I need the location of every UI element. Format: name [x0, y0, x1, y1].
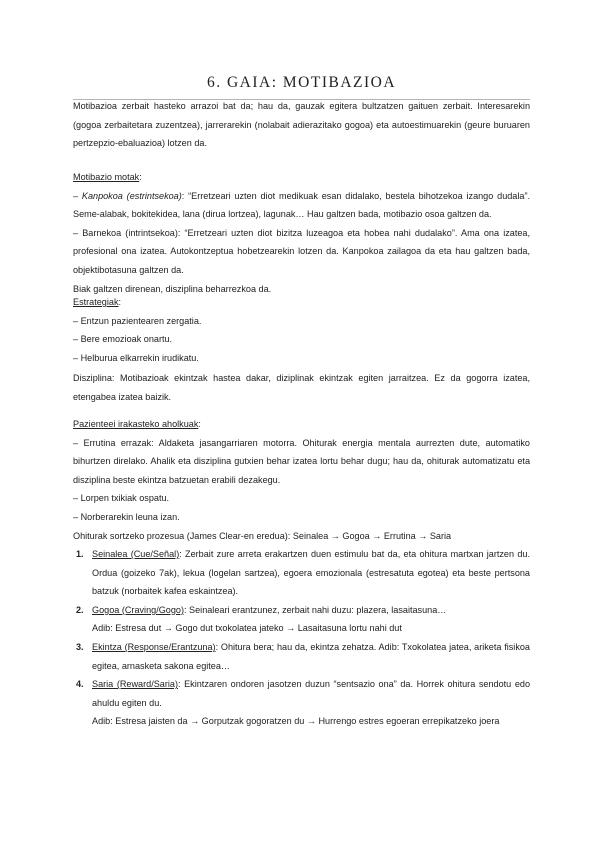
step-number: 1. [76, 549, 84, 559]
advice-item: – Norberarekin leuna izan. [73, 511, 180, 522]
advice-section [73, 415, 530, 527]
advice-routine-item: – Errutina errazak: Aldaketa jasangarriaren motorra. Ohiturak energia mentala aurrezten dute, automatiko bihurtzen direlako. Ahalik eta disziplina gutxien behar izatea lortu behar dugu; hau da, ohiturak automatizatu eta disziplina beste ekintza batzuetan erabili dezakegu. [73, 437, 530, 485]
advice-item: – Lorpen txikiak ospatu. [73, 493, 170, 504]
step-body [92, 601, 530, 620]
step-number: 2. [76, 604, 84, 615]
strategies-heading [73, 293, 530, 312]
habit-step-cue [73, 545, 530, 601]
step-text: : Zerbait zure arreta erakartzen duen estimulu bat da, eta ohitura martxan jartzen du. Ordua (goizeko 7ak), lekua (logelan sartzea), egoera emozionala (estresatuta egotea) eta beste pertsona batzuk (norbaitek kafea eskaintzea). [92, 549, 530, 597]
strategy-item: – Helburua elkarrekin irudikatu. [73, 352, 199, 363]
advice-heading-text: Pazienteei irakasteko aholkuak [73, 419, 199, 429]
extrinsic-text: : “Erretzeari uzten diot medikuak esan didalako, bestela bihotzekoa izango dudala”. Seme-alabak, bokitekidea, lana (dirua lortzea), lagunak… Hau galtzen bada, motibazio osoa galtzen da. [73, 190, 530, 220]
discipline-paragraph: Disziplina: Motibazioak ekintzak hastea dakar, diziplinak ekintzak egiten jarraitzea. Ez da gogorra izatea, etengabea izatea baizik. [73, 373, 530, 402]
step-body [92, 675, 530, 712]
strategies-heading-text: Estrategiak [73, 297, 119, 307]
extrinsic-item [73, 187, 530, 224]
step-number: 3. [76, 641, 84, 652]
habit-step-reward [73, 675, 530, 731]
step-text: : Ekintzaren ondoren jasotzen duzun “sentsazio ona” da. Horrek ohitura sendotu edo ahuldu egiten du. [92, 679, 531, 708]
habit-process-steps [73, 545, 530, 731]
step-body [92, 545, 530, 601]
habit-step-craving [73, 601, 530, 638]
strategies-section [73, 293, 530, 367]
habit-step-response [73, 638, 530, 675]
intro-paragraph: Motibazioa zerbait hasteko arrazoi bat da; hau da, gauzak egitera bultzatzen gaituen zerbait. Interesarekin (gogoa zerbaitetara zuzentzea), jarrerarekin (nolabait adierazitako gogoa) eta autoestimuarekin (geure buruaren pertzepzio-ebaluazioa) lotzen da. [73, 101, 530, 149]
extrinsic-dash: – [73, 190, 82, 201]
step-example: Adib: Estresa dut → Gogo dut txokolatea jateko → Lasaitasuna lortu nahi dut [92, 623, 402, 634]
strategy-item: – Bere emozioak onartu. [73, 334, 173, 345]
step-term: Saria (Reward/Saria) [92, 679, 178, 690]
motivation-types-heading-text: Motibazio motak [73, 172, 140, 182]
heading-colon: : [139, 172, 142, 182]
advice-heading [73, 415, 530, 434]
extrinsic-term: Kanpokoa (estrintsekoa) [81, 190, 182, 201]
both-lost-line: Biak galtzen direnean, disziplina beharrezkoa da. [73, 283, 272, 294]
step-term: Ekintza (Response/Erantzuna) [92, 641, 216, 652]
heading-colon: : [118, 297, 122, 307]
step-body [92, 638, 530, 675]
habit-process-intro: Ohiturak sortzeko prozesua (James Clear-en eredua): Seinalea → Gogoa → Errutina → Saria [73, 531, 452, 541]
step-term: Gogoa (Craving/Gogo) [92, 604, 184, 615]
step-term: Seinalea (Cue/Señal) [92, 549, 180, 559]
strategy-item: – Entzun pazientearen zergatia. [73, 315, 202, 326]
intrinsic-item: – Barnekoa (intrintsekoa): “Erretzeari uzten diot bizitza luzeagoa eta hobea nahi dudalako”. Ama ona izatea, profesional ona izatea. Autokontzeptua hobetzearekin lotzen da. Kanpokoa zailagoa da eta hau galtzen bada, objektibotasuna galtzen da. [73, 227, 530, 275]
motivation-types-section [73, 168, 530, 298]
heading-colon: : [198, 419, 201, 429]
step-text: : Seinaleari erantzunez, zerbait nahi duzu: plazera, lasaitasuna… [184, 604, 447, 615]
step-text: : Ohitura bera; hau da, ekintza zehatza. Adib: Txokolatea jatea, ariketa fisikoa egitea, arnasketa sakona egitea… [92, 641, 530, 671]
page-title: 6. GAIA: MOTIBAZIOA [206, 74, 397, 91]
step-number: 4. [76, 679, 84, 690]
step-example: Adib: Estresa jaisten da → Gorputzak gogoratzen du → Hurrengo estres egoeran errepikatzeko joera [92, 716, 500, 727]
motivation-types-heading [73, 168, 530, 187]
